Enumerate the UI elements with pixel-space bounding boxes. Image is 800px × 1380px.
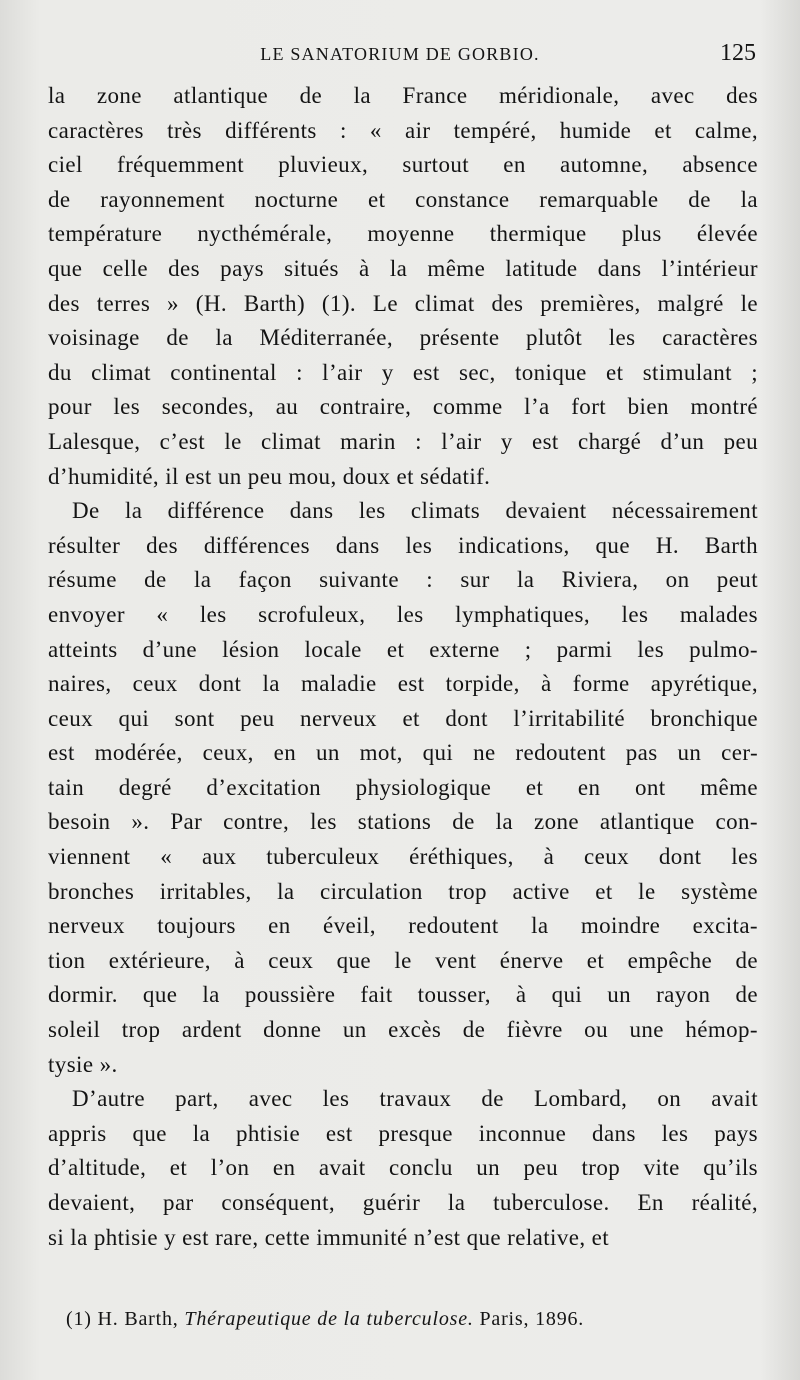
paragraph [48, 494, 758, 1082]
text-line: tain degré d’excitation physiologique et en ont même [48, 774, 758, 800]
text-line: ceux qui sont peu nerveux et dont l’irritabilité bronchique [48, 705, 758, 731]
text-line: pour les secondes, au contraire, comme l’a fort bien montré [48, 394, 758, 420]
text-line: est modérée, ceux, en un mot, qui ne redoutent pas un cer- [48, 740, 758, 766]
text-line: de rayonnement nocturne et constance remarquable de la [48, 186, 758, 212]
text-line: d’humidité, il est un peu mou, doux et sédatif. [48, 463, 491, 489]
page-number: 125 [720, 40, 756, 66]
footnote [66, 1308, 766, 1331]
text-line: naires, ceux dont la maladie est torpide, à forme apyrétique, [48, 671, 758, 697]
text-line: appris que la phtisie est presque inconnue dans les pays [48, 1120, 758, 1146]
body-text [48, 79, 758, 1255]
text-line: tion extérieure, à ceux que le vent énerve et empêche de [48, 947, 758, 973]
text-line: tysie ». [48, 1051, 118, 1077]
text-line: envoyer « les scrofuleux, les lymphatiques, les malades [48, 601, 758, 627]
text-line: que celle des pays situés à la même latitude dans l’intérieur [48, 255, 758, 281]
text-line: la zone atlantique de la France méridionale, avec des [48, 83, 758, 108]
text-line: besoin ». Par contre, les stations de la zone atlantique con- [48, 809, 758, 835]
footnote-title: Thérapeutique de la tuberculose. [184, 1308, 474, 1330]
footnote-marker: (1) H. Barth, [66, 1308, 179, 1330]
text-line: viennent « aux tuberculeux éréthiques, à ceux dont les [48, 844, 758, 870]
text-line: d’altitude, et l’on en avait conclu un peu trop vite qu’ils [48, 1155, 758, 1181]
text-line: caractères très différents : « air tempéré, humide et calme, [48, 117, 758, 143]
footnote-rest: Paris, 1896. [479, 1308, 585, 1330]
text-line: ciel fréquemment pluvieux, surtout en automne, absence [48, 152, 758, 178]
text-line: des terres » (H. Barth) (1). Le climat des premières, malgré le [48, 290, 758, 316]
text-line: température nycthémérale, moyenne thermique plus élevée [48, 221, 758, 247]
text-line: devaient, par conséquent, guérir la tuberculose. En réalité, [48, 1190, 758, 1215]
text-line: soleil trop ardent donne un excès de fièvre ou une hémop- [48, 1017, 758, 1043]
running-title: LE SANATORIUM DE GORBIO. [260, 44, 540, 64]
text-line: bronches irritables, la circulation trop active et le système [48, 878, 758, 904]
page-header [0, 40, 800, 70]
text-line: du climat continental : l’air y est sec, tonique et stimulant ; [48, 359, 758, 385]
text-line: dormir. que la poussière fait tousser, à qui un rayon de [48, 982, 758, 1008]
text-line: voisinage de la Méditerranée, présente plutôt les caractères [48, 325, 758, 351]
text-line: D’autre part, avec les travaux de Lombard, on avait [72, 1086, 758, 1112]
text-line: atteints d’une lésion locale et externe ; parmi les pulmo- [48, 636, 758, 662]
text-line: résume de la façon suivante : sur la Riviera, on peut [48, 567, 758, 593]
paragraph [48, 1082, 758, 1255]
text-line: résulter des différences dans les indications, que H. Barth [48, 532, 758, 558]
text-line: nerveux toujours en éveil, redoutent la moindre excita- [48, 913, 758, 939]
text-line: si la phtisie y est rare, cette immunité n’est que relative, et [48, 1224, 610, 1250]
text-line: Lalesque, c’est le climat marin : l’air y est chargé d’un peu [48, 428, 758, 454]
paragraph [48, 79, 758, 494]
text-line: De la différence dans les climats devaient nécessairement [72, 498, 758, 524]
